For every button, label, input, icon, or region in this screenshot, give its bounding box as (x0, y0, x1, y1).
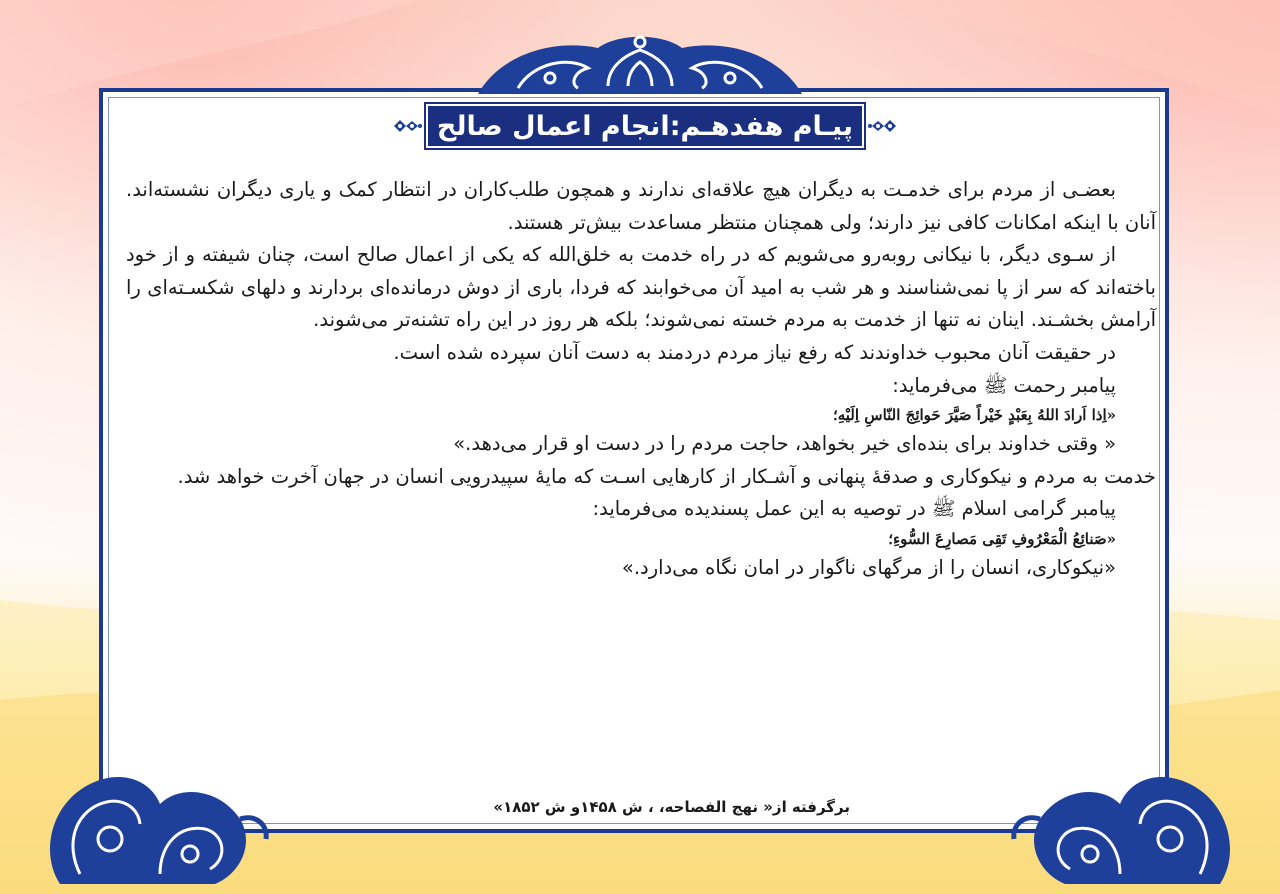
paragraph-6: پیامبر گرامی اسلام ﷺ در توصیه به این عمل پسندیده می‌فرماید: (592, 497, 1116, 521)
paragraph-3: در حقیقت آنان محبوب خداوندند که رفع نیاز مردم دردمند به دست آنان سپرده شده است. (393, 340, 1116, 364)
title-banner (390, 102, 900, 154)
hadith-translation-2: «نیکوکاری، انسان را از مرگهای ناگوار در امان نگاه می‌دارد.» (621, 555, 1116, 579)
top-ornament-icon (478, 28, 802, 94)
page-title: پیـام هفدهـم:انجام اعمال صالح (436, 110, 854, 142)
hadith-arabic-2: «صَنائِعُ الْمَعْرُوفِ تَقِی مَصارِعَ السُّوءِ؛ (888, 529, 1116, 548)
paragraph-5: خدمت به مردم و نیکوکاری و صدقهٔ پنهانی و آشـکار از کارهایی اسـت که مایهٔ سپیدرویی انسان در جهان آخرت خواهد شد. (177, 464, 1156, 488)
diamond-ornament-icon (868, 114, 898, 138)
hadith-arabic-1: «اِذا اَرادَ اللهُ بِعَبْدٍ خَیْراً صَیَّرَ حَوائِجَ النّاسِ اِلَیْهِ؛ (832, 406, 1116, 425)
diamond-ornament-icon (392, 114, 422, 138)
corner-ornament-icon (1010, 744, 1240, 894)
source-citation: برگرفته از« نهج الفصاحه، ، ش ۱۴۵۸و ش ۱۸۵۲» (493, 798, 850, 816)
paragraph-4: پیامبر رحمت ﷺ می‌فرماید: (892, 373, 1116, 397)
title-box (426, 104, 864, 148)
hadith-translation-1: « وقتی خداوند برای بنده‌ای خیر بخواهد، حاجت مردم را در دست او قرار می‌دهد.» (453, 432, 1116, 456)
paragraph-1: بعضـی از مردم برای خدمـت به دیگران هیچ علاقه‌ای ندارند و همچون طلب‌کاران در انتظار کمک و یاری دیگران نشسته‌اند. آنان با اینکه امکانات کافی نیز دارند؛ ولی همچنان منتظر مساعدت بیش‌تر هستند. (126, 178, 1156, 234)
main-text (126, 174, 1156, 585)
corner-ornament-icon (40, 744, 270, 894)
paragraph-2: از سـوی دیگر، با نیکانی روبه‌رو می‌شویم که در راه خدمت به خلق‌الله که یکی از اعمال صالح است، چنان شیفته و از خود باخته‌اند که سر از پا نمی‌شناسند و هر شب به امید آن می‌خوابند که فردا، باری از دوش درمانده‌ای بردارند و دلهای شکسـته‌ای را آرامش بخشـند. اینان نه تنها از خدمت به مردم خسته نمی‌شوند؛ بلکه هر روز در این راه تشنه‌تر می‌شوند. (126, 243, 1156, 332)
